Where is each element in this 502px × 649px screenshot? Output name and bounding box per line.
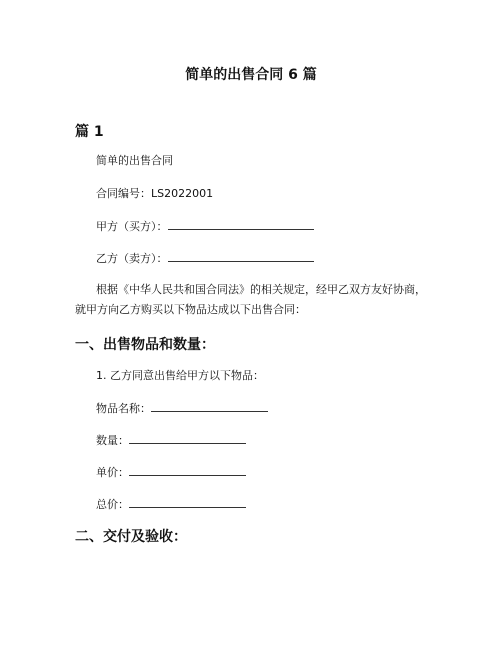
quantity-blank: [129, 432, 246, 444]
item-1-line: 1. 乙方同意出售给甲方以下物品：: [96, 369, 264, 382]
party-a-blank: [168, 218, 314, 230]
section-2-title: 二、交付及验收：: [75, 529, 187, 545]
intro-paragraph: 根据《中华人民共和国合同法》的相关规定，经甲乙双方友好协商，就甲方向乙方购买以下物品达成以下出售合同：: [75, 283, 426, 316]
unit-price-blank: [129, 464, 246, 476]
quantity-line: [96, 432, 246, 449]
unit-price-line: [96, 464, 246, 481]
total-blank: [129, 496, 246, 508]
item-name-blank: [151, 400, 268, 412]
document-title: 简单的出售合同 6 篇: [185, 67, 317, 83]
item-name-line: [96, 400, 268, 417]
total-line: [96, 496, 246, 513]
party-b-label: 乙方（卖方）：: [96, 252, 168, 265]
contract-heading: 简单的出售合同: [96, 154, 173, 167]
contract-number: 合同编号：LS2022001: [96, 187, 214, 200]
party-a-line: [96, 218, 314, 235]
party-b-line: [96, 250, 314, 267]
party-b-blank: [168, 250, 314, 262]
quantity-label: 数量：: [96, 434, 129, 447]
unit-price-label: 单价：: [96, 466, 129, 479]
total-label: 总价：: [96, 498, 129, 511]
section-1-title: 一、出售物品和数量：: [75, 337, 215, 353]
item-name-label: 物品名称：: [96, 402, 151, 415]
party-a-label: 甲方（买方）：: [96, 220, 168, 233]
part-heading: 篇 1: [75, 124, 104, 140]
